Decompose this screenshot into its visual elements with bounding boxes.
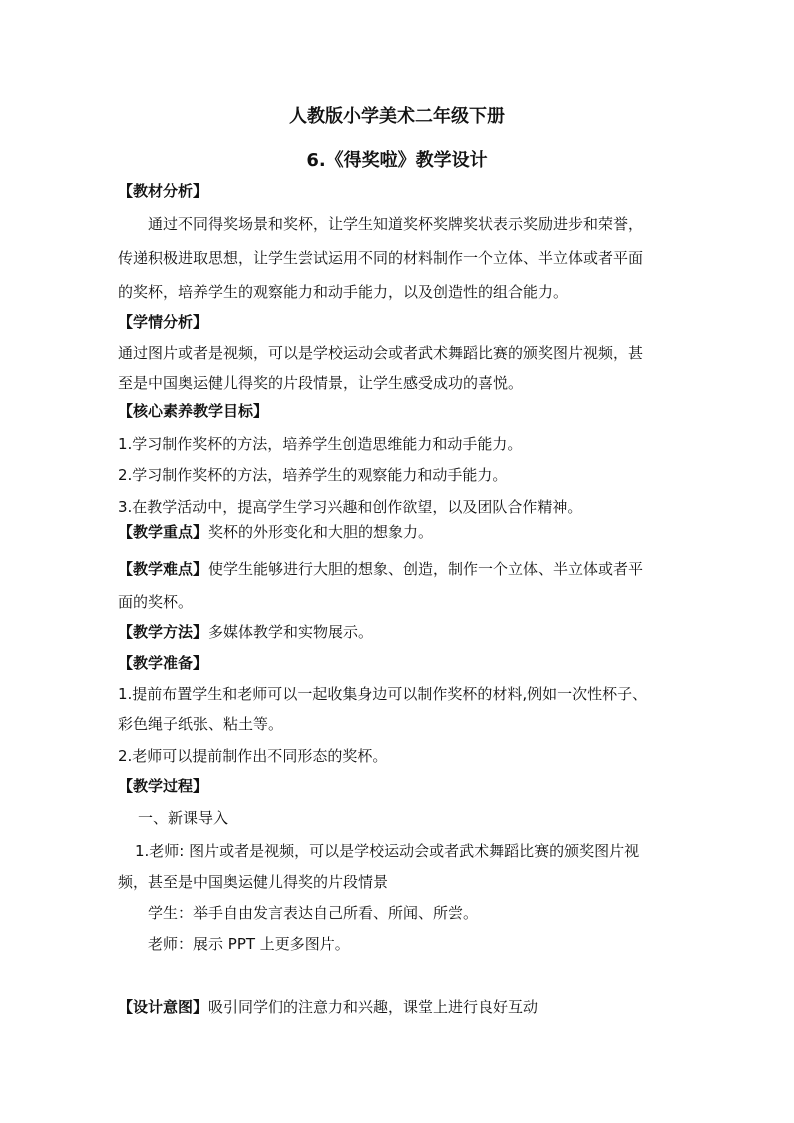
- difficulty-text-continued: 面的奖杯。: [118, 593, 194, 611]
- goal-item: 1.学习制作奖杯的方法，培养学生创造思维能力和动手能力。: [118, 435, 523, 453]
- method-text: 多媒体教学和实物展示。: [208, 623, 374, 641]
- learner-heading: 【学情分析】: [118, 313, 209, 331]
- difficulty-label: 【教学难点】: [118, 560, 209, 578]
- process-line: 一、新课导入: [138, 809, 229, 827]
- analysis-line: 传递积极进取思想，让学生尝试运用不同的材料制作一个立体、半立体或者平面: [118, 249, 644, 267]
- design-intent-text: 吸引同学们的注意力和兴趣，课堂上进行良好互动: [208, 998, 539, 1016]
- prep-line: 2.老师可以提前制作出不同形态的奖杯。: [118, 747, 388, 765]
- prep-heading: 【教学准备】: [118, 654, 209, 672]
- method-row: [118, 622, 373, 642]
- analysis-heading: 【教材分析】: [118, 182, 209, 200]
- key-point-text: 奖杯的外形变化和大胆的想象力。: [208, 523, 434, 541]
- design-intent-row: [118, 997, 538, 1017]
- analysis-line: 通过不同得奖场景和奖杯，让学生知道奖杯奖牌奖状表示奖励进步和荣誉，: [148, 215, 644, 233]
- process-line: 频，甚至是中国奥运健儿得奖的片段情景: [118, 873, 389, 891]
- prep-line: 彩色绳子纸张、粘土等。: [118, 715, 284, 733]
- process-line: 学生：举手自由发言表达自己所看、所闻、所尝。: [148, 904, 479, 922]
- difficulty-row: [118, 559, 643, 579]
- key-point-label: 【教学重点】: [118, 523, 209, 541]
- goals-heading: 【核心素养教学目标】: [118, 402, 269, 420]
- analysis-line: 的奖杯，培养学生的观察能力和动手能力，以及创造性的组合能力。: [118, 283, 569, 301]
- learner-line: 通过图片或者是视频，可以是学校运动会或者武术舞蹈比赛的颁奖图片视频，甚: [118, 344, 644, 362]
- goal-item: 2.学习制作奖杯的方法，培养学生的观察能力和动手能力。: [118, 466, 508, 484]
- learner-line: 至是中国奥运健儿得奖的片段情景，让学生感受成功的喜悦。: [118, 374, 524, 392]
- difficulty-text: 使学生能够进行大胆的想象、创造，制作一个立体、半立体或者平: [208, 560, 644, 578]
- document-subtitle: 6.《得奖啦》教学设计: [306, 150, 488, 171]
- key-point-row: [118, 522, 433, 542]
- process-line: 老师：展示 PPT 上更多图片。: [148, 935, 350, 953]
- goal-item: 3.在教学活动中，提高学生学习兴趣和创作欲望，以及团队合作精神。: [118, 498, 583, 516]
- process-heading: 【教学过程】: [118, 777, 209, 795]
- process-line: 1.老师: 图片或者是视频，可以是学校运动会或者武术舞蹈比赛的颁奖图片视: [135, 842, 640, 860]
- design-intent-label: 【设计意图】: [118, 998, 209, 1016]
- prep-line: 1.提前布置学生和老师可以一起收集身边可以制作奖杯的材料,例如一次性杯子、: [118, 685, 648, 703]
- method-label: 【教学方法】: [118, 623, 209, 641]
- document-title: 人教版小学美术二年级下册: [289, 106, 505, 127]
